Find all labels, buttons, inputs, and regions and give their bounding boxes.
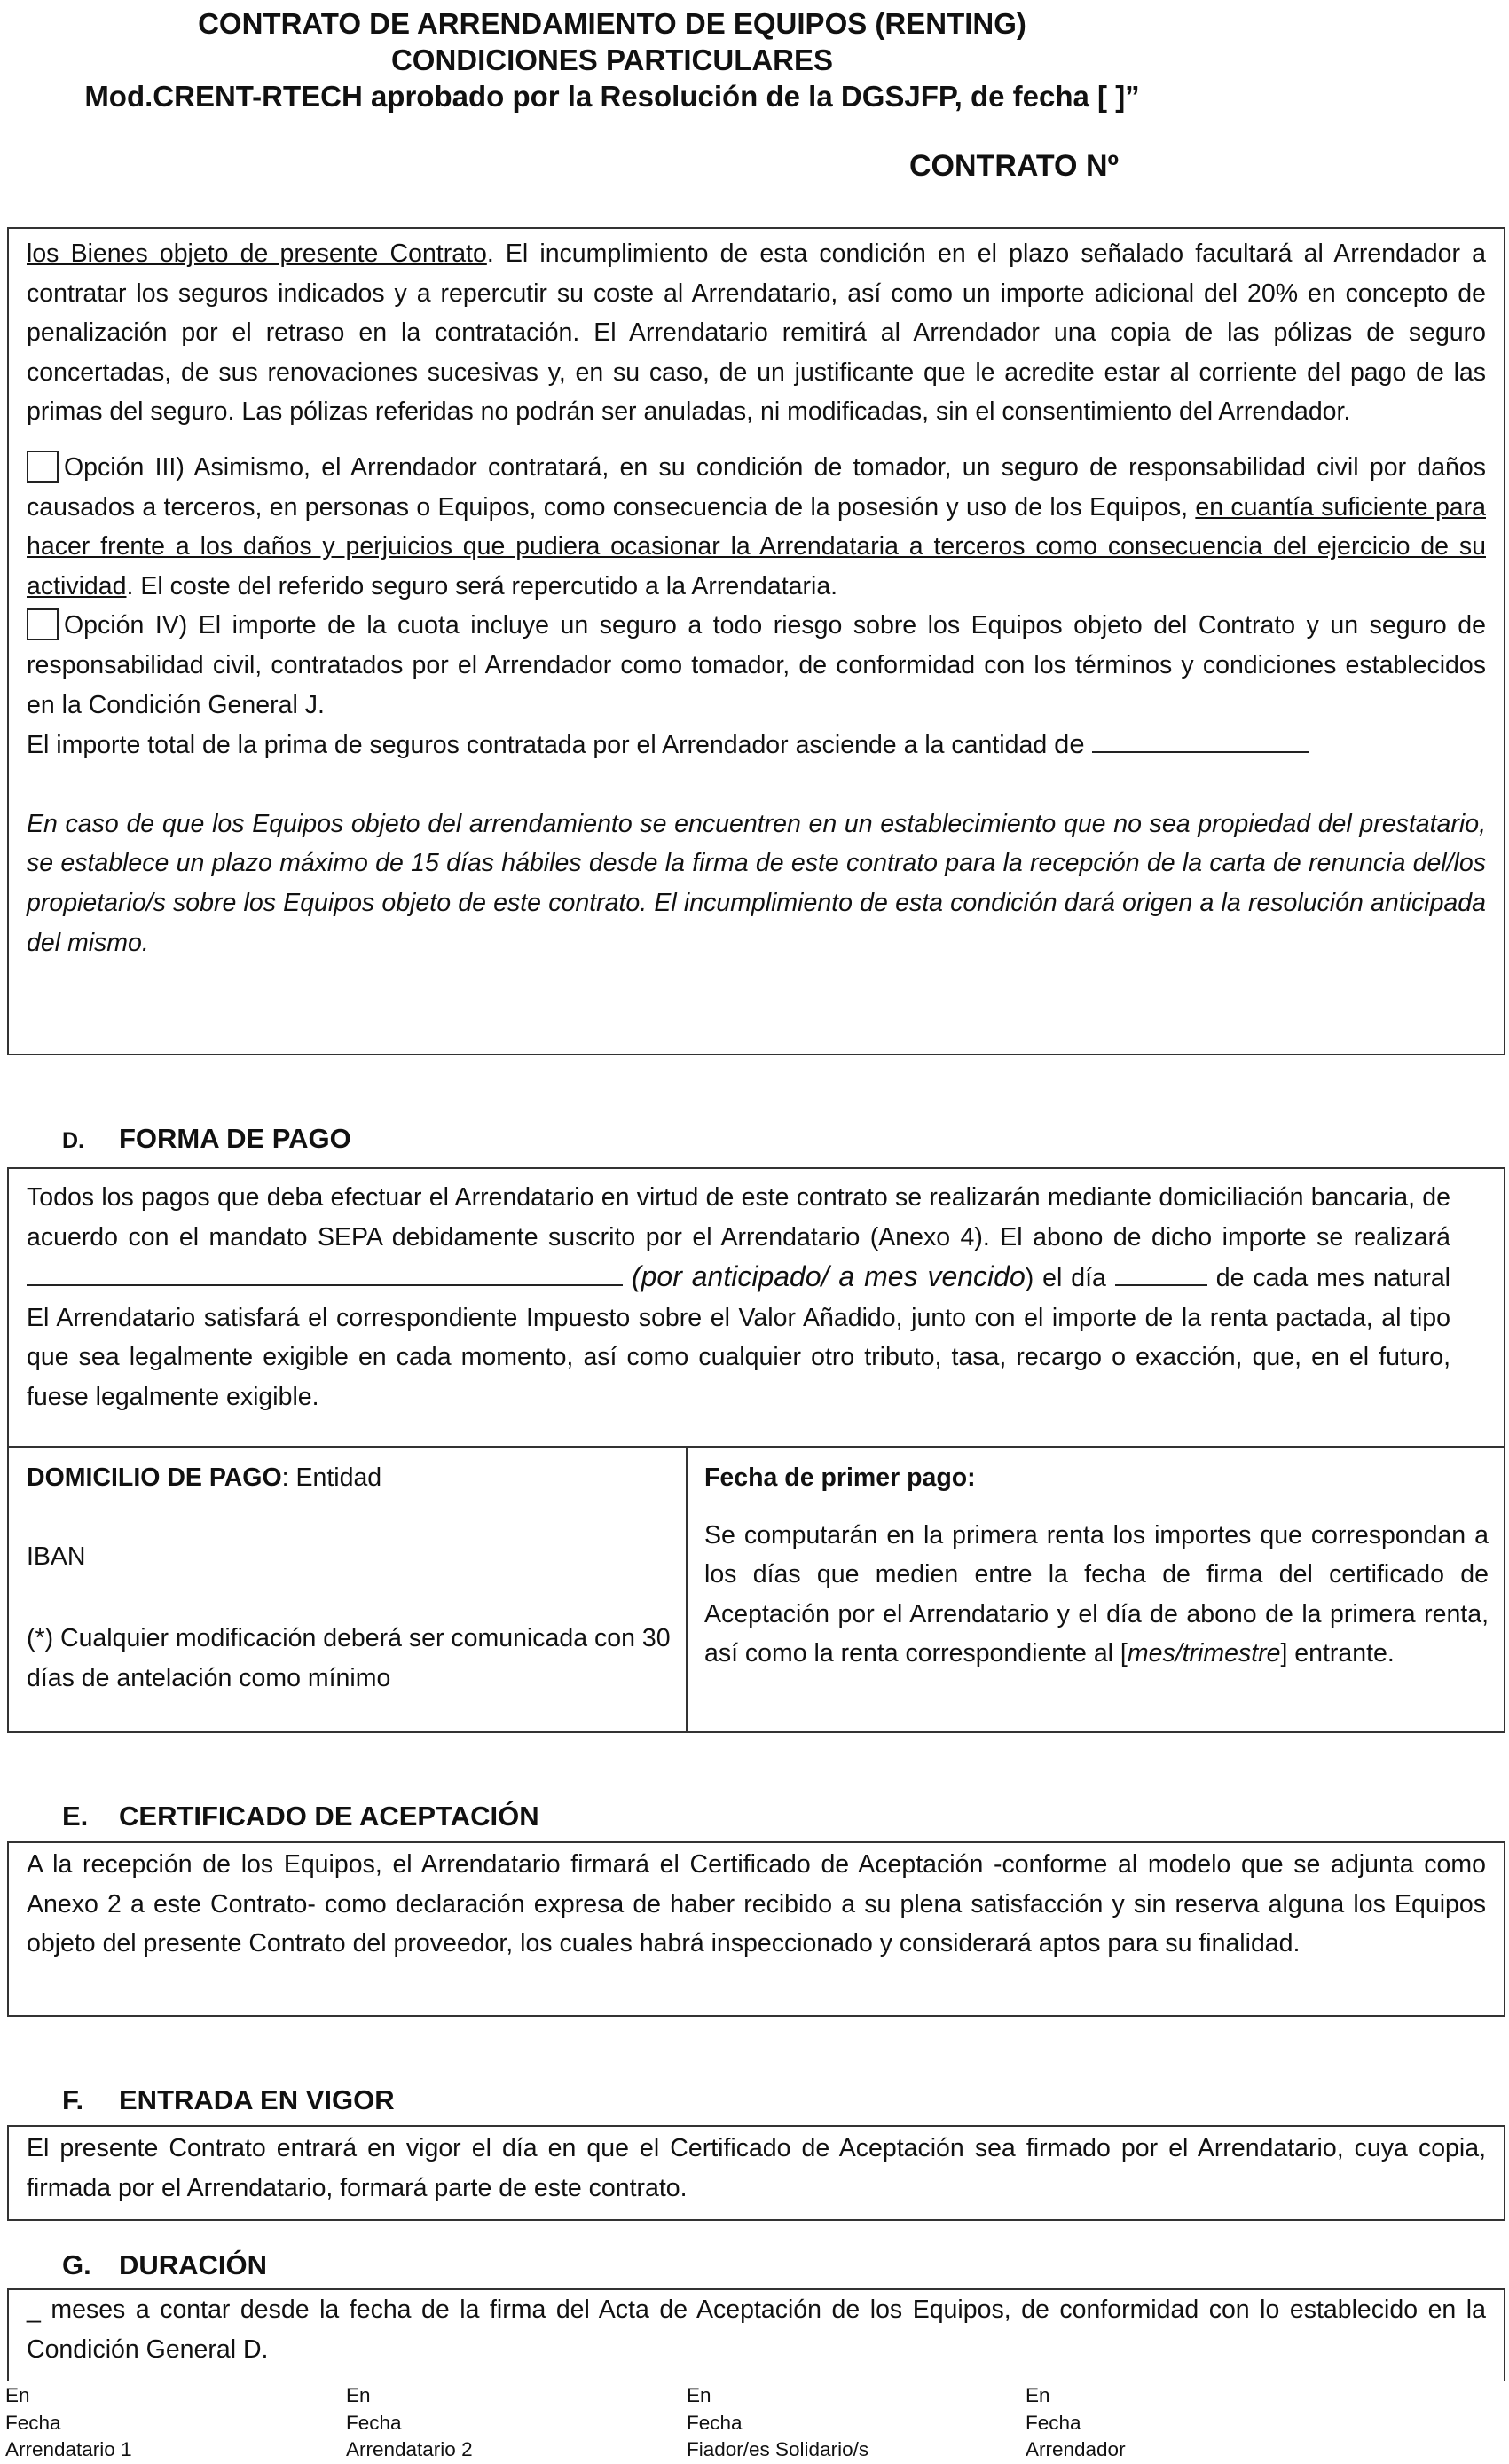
insurance-conditions-box (7, 227, 1505, 1055)
insurance-option-3: Opción III) Asimismo, el Arrendador contratará, en su condición de tomador, un seguro de responsabilidad civil por daños causados a terceros, en personas o Equipos, como consecuencia de la posesión y uso de los Equipos, en cuantía suficiente para hacer frente a los daños y perjuicios que pudiera ocasionar la Arrendataria a terceros como consecuencia del ejercicio de su actividad. El coste del referido seguro será repercutido a la Arrendataria. (27, 448, 1486, 606)
entry-into-force-text: El presente Contrato entrará en vigor el día en que el Certificado de Aceptación sea firmado por el Arrendatario, cuya copia, firmada por el Arrendatario, formará parte de este contrato. (27, 2134, 1486, 2202)
payment-domicile-cell: DOMICILIO DE PAGO: Entidad IBAN (*) Cualquier modificación deberá ser comunicada con 30 días de antelación como mínimo (27, 1458, 683, 1698)
option-3-checkbox[interactable] (27, 451, 59, 483)
document-title: CONTRATO DE ARRENDAMIENTO DE EQUIPOS (RENTING) (198, 7, 1026, 40)
payment-terms-paragraph: Todos los pagos que deba efectuar el Arrendatario en virtud de este contrato se realizarán mediante domiciliación bancaria, de acuerdo con el mandato SEPA debidamente suscrito por el Arrendatario (Anexo 4). El abono de dicho importe se realizará (por anticipado/ a mes vencido) el día de cada mes natural El Arrendatario satisfará el correspondiente Impuesto sobre el Valor Añadido, junto con el importe de la renta pactada, al tipo que sea legalmente exigible en cada momento, así como cualquier otro tributo, tasa, recargo o exacción, que, en el futuro, fuese legalmente exigible. (27, 1183, 1451, 1411)
section-g-heading: G. DURACIÓN (62, 2249, 268, 2280)
section-d-heading: D. FORMA DE PAGO (62, 1123, 351, 1154)
insurance-option-4: Opción IV) El importe de la cuota incluye un seguro a todo riesgo sobre los Equipos objeto del Contrato y un seguro de responsabilidad civil, contratados por el Arrendador como tomador, de conformidad con los términos y condiciones establecidos en la Condición General J. (27, 606, 1486, 725)
entry-into-force-box (7, 2125, 1505, 2221)
signature-block-arrendador: En Fecha Arrendador (1026, 2384, 1126, 2460)
first-payment-text: Se computarán en la primera renta los importes que correspondan a los días que medien entre la fecha de firma del certificado de Aceptación por el Arrendatario y el día de abono de la primera renta, así como la renta correspondiente al [mes/trimestre] entrante. (704, 1520, 1489, 1668)
acceptance-certificate-text: A la recepción de los Equipos, el Arrendatario firmará el Certificado de Aceptación -conforme al modelo que se adjunta como Anexo 2 a este Contrato- como declaración expresa de haber recibido a su plena satisfacción y sin reserva alguna los Equipos objeto del presente Contrato del proveedor, los cuales habrá inspeccionado y considerará aptos para su finalidad. (27, 1850, 1486, 1958)
signature-block-arrendatario-2: En Fecha Arrendatario 2 (346, 2384, 473, 2460)
signature-block-fiador: En Fecha Fiador/es Solidario/s (687, 2384, 869, 2460)
insurance-paragraph: los Bienes objeto de presente Contrato. El incumplimiento de esta condición en el plazo señalado facultará al Arrendador a contratar los seguros indicados y a repercutir su coste al Arrendatario, así como un importe adicional del 20% en concepto de penalización por el retraso en la contratación. El Arrendatario remitirá al Arrendador una copia de las pólizas de seguro concertadas, de sus renovaciones sucesivas y, en su caso, de un justificante que le acredite estar al corriente del pago de las primas del seguro. Las pólizas referidas no podrán ser anuladas, ni modificadas, sin el consentimiento del Arrendador. (27, 239, 1486, 427)
first-payment-cell: Fecha de primer pago: Se computarán en la primera renta los importes que correspondan a los días que medien entre la fecha de firma del certificado de Aceptación por el Arrendatario y el día de abono de la primera renta, así como la renta correspondiente al [mes/trimestre] entrante. (704, 1458, 1489, 1674)
iban-label: IBAN (27, 1542, 86, 1571)
duration-text: _ meses a contar desde la fecha de la firma del Acta de Aceptación de los Equipos, de conformidad con lo establecido en la Condición General D. (27, 2295, 1486, 2364)
modification-note: (*) Cualquier modificación deberá ser comunicada con 30 días de antelación como mínimo (27, 1624, 671, 1692)
section-f-heading: F. ENTRADA EN VIGOR (62, 2084, 395, 2115)
document-model-reference: Mod.CRENT-RTECH aprobado por la Resolución de la DGSJFP, de fecha [ ]” (84, 80, 1140, 113)
insurance-premium-line: El importe total de la prima de seguros contratada por el Arrendador asciende a la cantidad de (27, 725, 1486, 765)
document-subtitle: CONDICIONES PARTICULARES (390, 43, 834, 76)
section-e-heading: E. CERTIFICADO DE ACEPTACIÓN (62, 1801, 539, 1832)
acceptance-certificate-box (7, 1841, 1505, 2017)
payment-day-field[interactable] (1115, 1258, 1207, 1286)
duration-box (7, 2288, 1505, 2381)
option-4-checkbox[interactable] (27, 608, 59, 640)
contract-number-label: CONTRATO Nº (909, 149, 1119, 183)
payment-method-box (7, 1167, 1505, 1733)
premium-amount-field[interactable] (1092, 725, 1309, 753)
signature-block-arrendatario-1: En Fecha Arrendatario 1 (5, 2384, 132, 2460)
premises-notice-paragraph: En caso de que los Equipos objeto del arrendamiento se encuentren en un establecimiento que no sea propiedad del prestatario, se establece un plazo máximo de 15 días hábiles desde la firma de este contrato para la recepción de la carta de renuncia del/los propietario/s sobre los Equipos objeto de este contrato. El incumplimiento de esta condición dará origen a la resolución anticipada del mismo. (27, 809, 1486, 957)
payment-mode-field[interactable] (27, 1258, 623, 1286)
